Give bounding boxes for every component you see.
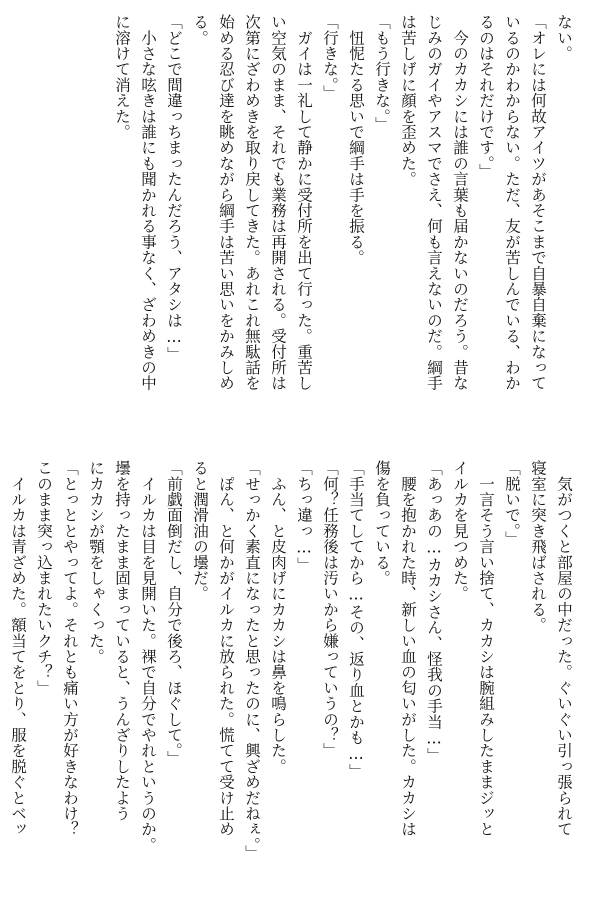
text-line: 壜を持ったまま固まっていると、うんざりしたよう <box>113 460 131 822</box>
text-line: ると潤滑油の壜だ。 <box>191 460 209 602</box>
text-line: いるのかわからない。ただ、友が苦しんでいる、わか <box>503 14 521 391</box>
text-line: る。 <box>191 14 209 46</box>
text-line: 一言そう言い捨て、カカシは腕組みしたままジッと <box>477 460 495 837</box>
text-line: イルカは青ざめた。額当てをとり、服を脱ぐとベッ <box>9 460 27 837</box>
text-line: ガイは一礼して静かに受付所を出て行った。重苦し <box>295 14 313 391</box>
text-line: に溶けて消えた。 <box>113 14 131 140</box>
text-line: イルカは目を見開いた。裸で自分でやれというのか。 <box>139 460 157 853</box>
text-line: 「あっあの…カカシさん、怪我の手当…」 <box>425 460 443 764</box>
text-line: このまま突っ込まれたいクチ？」 <box>35 460 53 696</box>
text-block-top <box>109 14 577 434</box>
text-line: 「脱いで。」 <box>503 460 521 547</box>
text-line: 「とっととやってよ。それとも痛い方が好きなわけ？ <box>61 460 79 837</box>
text-line: じみのガイやアスマでさえ、何も言えないのだ。綱手 <box>425 14 443 391</box>
text-line: にカカシが顎をしゃくった。 <box>87 460 105 665</box>
text-line: 「行きな。」 <box>321 14 339 101</box>
text-line: 「何？任務後は汚いから嫌っていうの？」 <box>321 460 339 759</box>
text-line: ふん、と皮肉げにカカシは鼻を鳴らした。 <box>269 460 287 774</box>
text-line: るのはそれだけです。」 <box>477 14 495 179</box>
text-line: 「前戯面倒だし、自分で後ろ、ほぐして。」 <box>165 460 183 767</box>
text-line: 始める忍び達を眺めながら綱手は苦い思いをかみしめ <box>217 14 235 391</box>
text-line: 「もう行きな。」 <box>373 14 391 132</box>
text-line: 忸怩たる思いで綱手は手を振る。 <box>347 14 365 266</box>
text-line: 小さな呟きは誰にも聞かれる事なく、ざわめきの中 <box>139 14 157 391</box>
text-line: 傷を負っている。 <box>373 460 391 586</box>
text-line: 今のカカシには誰の言葉も届かないのだろう。昔な <box>451 14 469 391</box>
text-line: 「オレには何故アイツがあそこまで自暴自棄になって <box>529 14 547 391</box>
text-line: 寝室に突き飛ばされる。 <box>529 460 547 633</box>
text-line: 腰を抱かれた時、新しい血の匂いがした。カカシは <box>399 460 417 837</box>
text-line: 気がつくと部屋の中だった。ぐいぐい引っ張られて <box>555 460 573 837</box>
text-line <box>0 460 5 880</box>
text-line: ない。 <box>555 14 573 62</box>
text-line: 「ちっ違っ…」 <box>295 460 313 573</box>
text-line: 「手当てしてから…その、返り血とかも…」 <box>347 460 365 779</box>
text-line: い空気のまま、それでも業務は再開される。受付所は <box>269 14 287 391</box>
text-line: イルカを見つめた。 <box>451 460 469 602</box>
text-line: 「せっかく素直になったと思ったのに、興ざめだねぇ。」 <box>243 460 261 861</box>
text-line: は苦しげに顔を歪めた。 <box>399 14 417 187</box>
text-line: ぽん、と何かがイルカに放られた。慌てて受け止め <box>217 460 235 837</box>
text-line: 次第にざわめきを取り戻してきた。あれこれ無駄話を <box>243 14 261 391</box>
text-block-bottom <box>0 460 577 880</box>
text-line: 「どこで間違っちまったんだろう、アタシは…」 <box>165 14 183 362</box>
